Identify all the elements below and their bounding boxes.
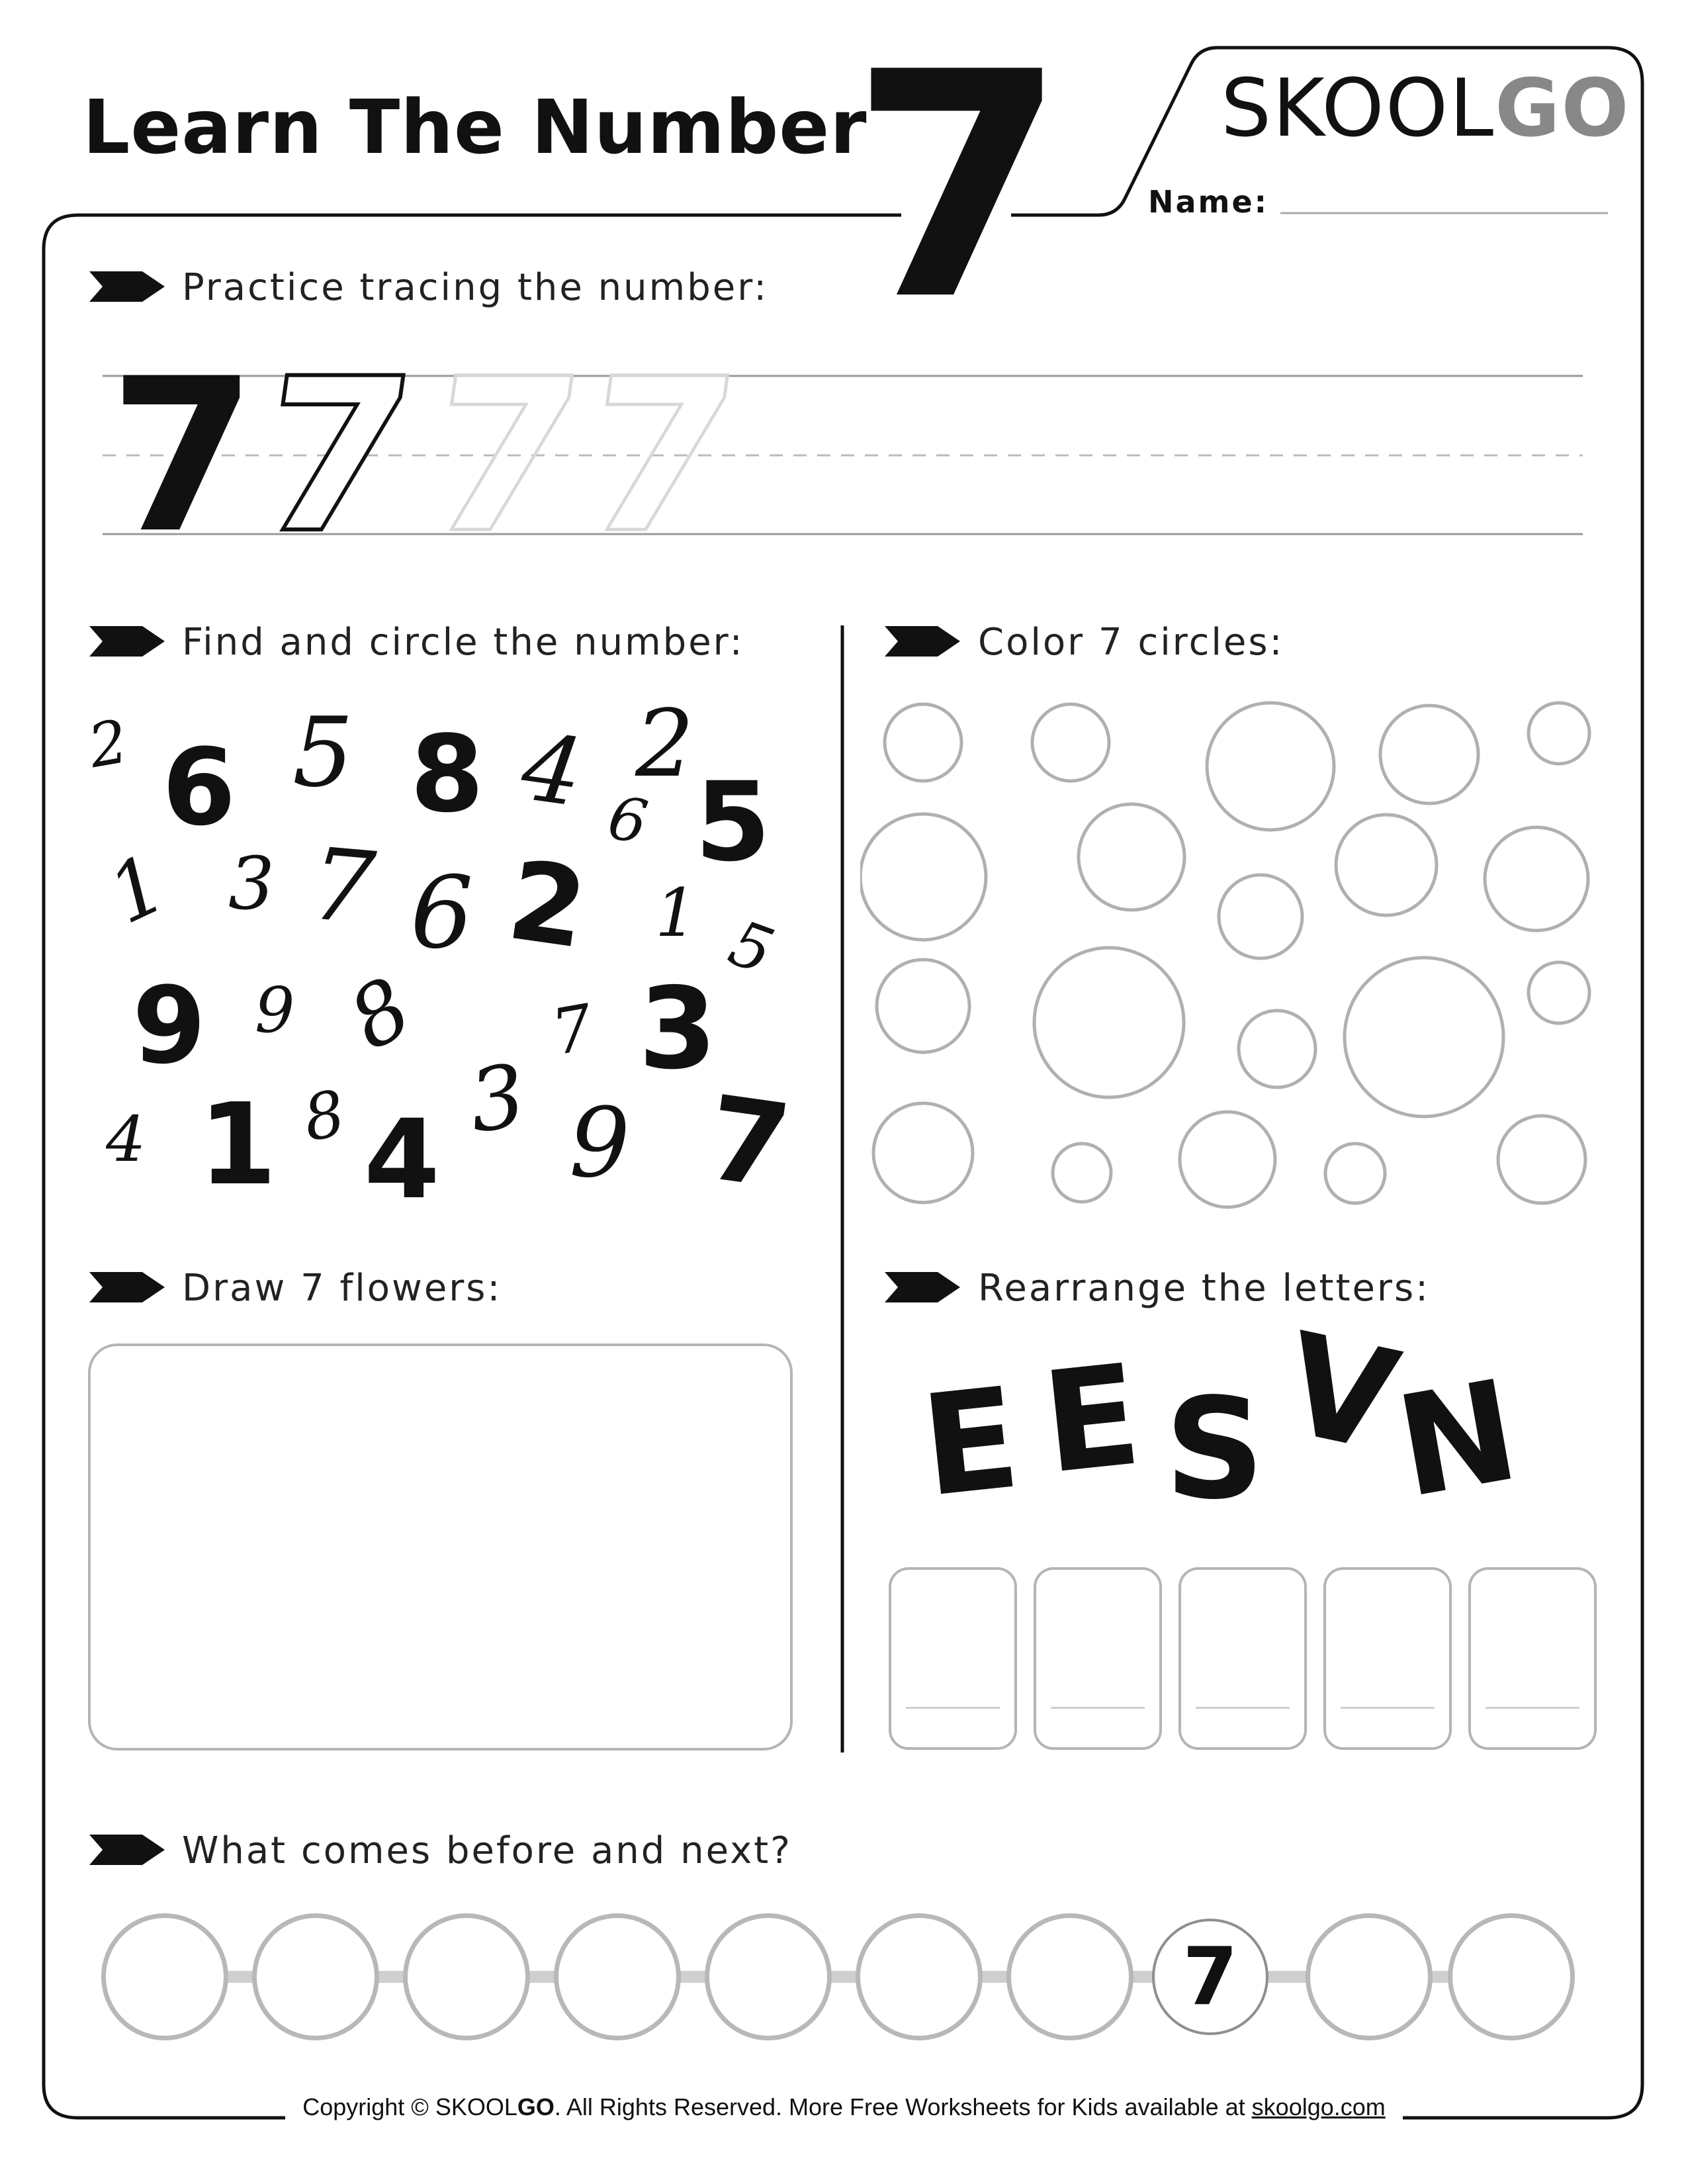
page-title: Learn The Number	[83, 85, 867, 171]
tracing-title: Practice tracing the number:	[182, 266, 769, 309]
number-item[interactable]: 2	[635, 690, 695, 798]
color-circle[interactable]	[885, 704, 961, 781]
number-item[interactable]: 2	[501, 836, 594, 974]
number-item[interactable]: 2	[83, 706, 133, 782]
number-item[interactable]: 5	[720, 907, 783, 989]
answer-box[interactable]	[889, 1567, 1017, 1750]
scrambled-letter: E	[1036, 1334, 1147, 1505]
color-circle[interactable]	[1180, 1112, 1275, 1207]
color-circle[interactable]	[1239, 1011, 1315, 1087]
scrambled-letter: E	[914, 1357, 1026, 1528]
sequence-circle[interactable]	[1306, 1913, 1433, 2040]
arrow-tag-icon	[883, 1271, 961, 1304]
sequence-circle[interactable]	[252, 1913, 379, 2040]
answer-box[interactable]	[1178, 1567, 1307, 1750]
color-circle[interactable]	[1032, 704, 1109, 781]
color-circle[interactable]	[1529, 962, 1589, 1023]
find-title: Find and circle the number:	[182, 621, 744, 664]
footer	[0, 2093, 1688, 2121]
answer-box[interactable]	[1468, 1567, 1597, 1750]
sequence-title: What comes before and next?	[182, 1829, 792, 1872]
sequence-circle[interactable]	[856, 1913, 983, 2040]
footer-brand-accent: GO	[517, 2093, 555, 2120]
number-item[interactable]: 8	[410, 712, 484, 836]
number-item[interactable]: 8	[298, 1077, 351, 1156]
sequence-circle[interactable]	[101, 1913, 228, 2040]
color-circle[interactable]	[1336, 815, 1437, 915]
number-item[interactable]: 6	[162, 725, 236, 849]
color-circle[interactable]	[877, 960, 969, 1052]
number-item[interactable]: 9	[132, 964, 206, 1087]
color-circle[interactable]	[1079, 804, 1184, 910]
number-item[interactable]: 7	[546, 991, 599, 1070]
name-label: Name:	[1148, 184, 1269, 220]
number-item[interactable]: 9	[569, 1087, 631, 1199]
number-item[interactable]: 3	[463, 1044, 531, 1153]
logo-main-text: SKOOL	[1221, 63, 1495, 155]
number-item[interactable]: 7	[699, 1071, 798, 1216]
rearrange-title: Rearrange the letters:	[978, 1267, 1430, 1310]
number-item[interactable]: 1	[95, 837, 180, 942]
number-item[interactable]: 3	[228, 841, 275, 926]
trace-solid-digit: 7	[109, 334, 257, 580]
footer-site-link[interactable]: skoolgo.com	[1251, 2093, 1386, 2120]
arrow-tag-icon	[88, 270, 166, 303]
number-item[interactable]: 9	[255, 974, 295, 1047]
sequence-circle[interactable]	[705, 1913, 832, 2040]
sequence-circle[interactable]	[1448, 1913, 1575, 2040]
color-circle[interactable]	[1498, 1116, 1585, 1203]
arrow-tag-icon	[88, 1271, 166, 1304]
answer-box[interactable]	[1323, 1567, 1452, 1750]
trace-outline-digit: 7	[244, 334, 426, 580]
name-field[interactable]	[1280, 179, 1608, 216]
tracing-area[interactable]	[103, 371, 1583, 539]
arrow-tag-icon	[88, 1833, 166, 1866]
logo-accent-text: GO	[1495, 63, 1630, 155]
arrow-tag-icon	[88, 625, 166, 658]
sequence-circle[interactable]	[403, 1913, 530, 2040]
color-circle[interactable]	[1219, 875, 1302, 958]
color-circle[interactable]	[1485, 827, 1588, 931]
big-number: 7	[850, 6, 1067, 368]
number-item[interactable]: 4	[515, 713, 590, 829]
answer-box[interactable]	[1034, 1567, 1162, 1750]
color-circle[interactable]	[860, 814, 986, 940]
number-item[interactable]: 1	[655, 874, 697, 952]
sequence-circle[interactable]	[1006, 1913, 1133, 2040]
trace-dotted-digit[interactable]: 7	[568, 334, 750, 580]
number-item[interactable]: 5	[695, 758, 771, 886]
scrambled-letter: N	[1386, 1349, 1529, 1529]
color-circle[interactable]	[1380, 705, 1478, 803]
number-item[interactable]: 7	[306, 827, 379, 947]
draw-title: Draw 7 flowers:	[182, 1267, 502, 1310]
number-item[interactable]: 1	[199, 1079, 277, 1210]
number-item[interactable]: 3	[639, 964, 717, 1095]
color-circle[interactable]	[1325, 1144, 1385, 1203]
number-item[interactable]: 6	[410, 856, 474, 971]
color-title: Color 7 circles:	[978, 621, 1284, 664]
sequence-given-number: 7	[1152, 1919, 1268, 2035]
scrambled-letter: V	[1271, 1302, 1411, 1484]
sequence-circle[interactable]	[554, 1913, 681, 2040]
scrambled-letter: S	[1165, 1368, 1265, 1530]
number-item[interactable]: 8	[333, 959, 427, 1069]
number-cloud[interactable]	[83, 688, 814, 1223]
number-item[interactable]: 4	[364, 1096, 440, 1223]
color-circle[interactable]	[1345, 958, 1503, 1116]
color-circle[interactable]	[1053, 1144, 1111, 1202]
color-circles[interactable]	[860, 682, 1621, 1224]
color-circle[interactable]	[1529, 703, 1589, 764]
brand-logo	[1221, 63, 1630, 155]
footer-copyright-suffix: . All Rights Reserved. More Free Worksheets for Kids available at	[554, 2093, 1252, 2120]
footer-copyright-prefix: Copyright ©	[302, 2093, 435, 2120]
number-item[interactable]: 6	[603, 782, 653, 858]
drawing-area[interactable]	[88, 1343, 793, 1751]
color-circle[interactable]	[873, 1103, 973, 1203]
color-circle[interactable]	[1034, 948, 1184, 1097]
arrow-tag-icon	[883, 625, 961, 658]
trace-dotted-digit[interactable]: 7	[412, 334, 595, 580]
number-item[interactable]: 5	[292, 697, 354, 809]
number-item[interactable]: 4	[106, 1103, 146, 1176]
footer-brand-main: SKOOL	[435, 2093, 517, 2120]
color-circle[interactable]	[1207, 703, 1334, 830]
